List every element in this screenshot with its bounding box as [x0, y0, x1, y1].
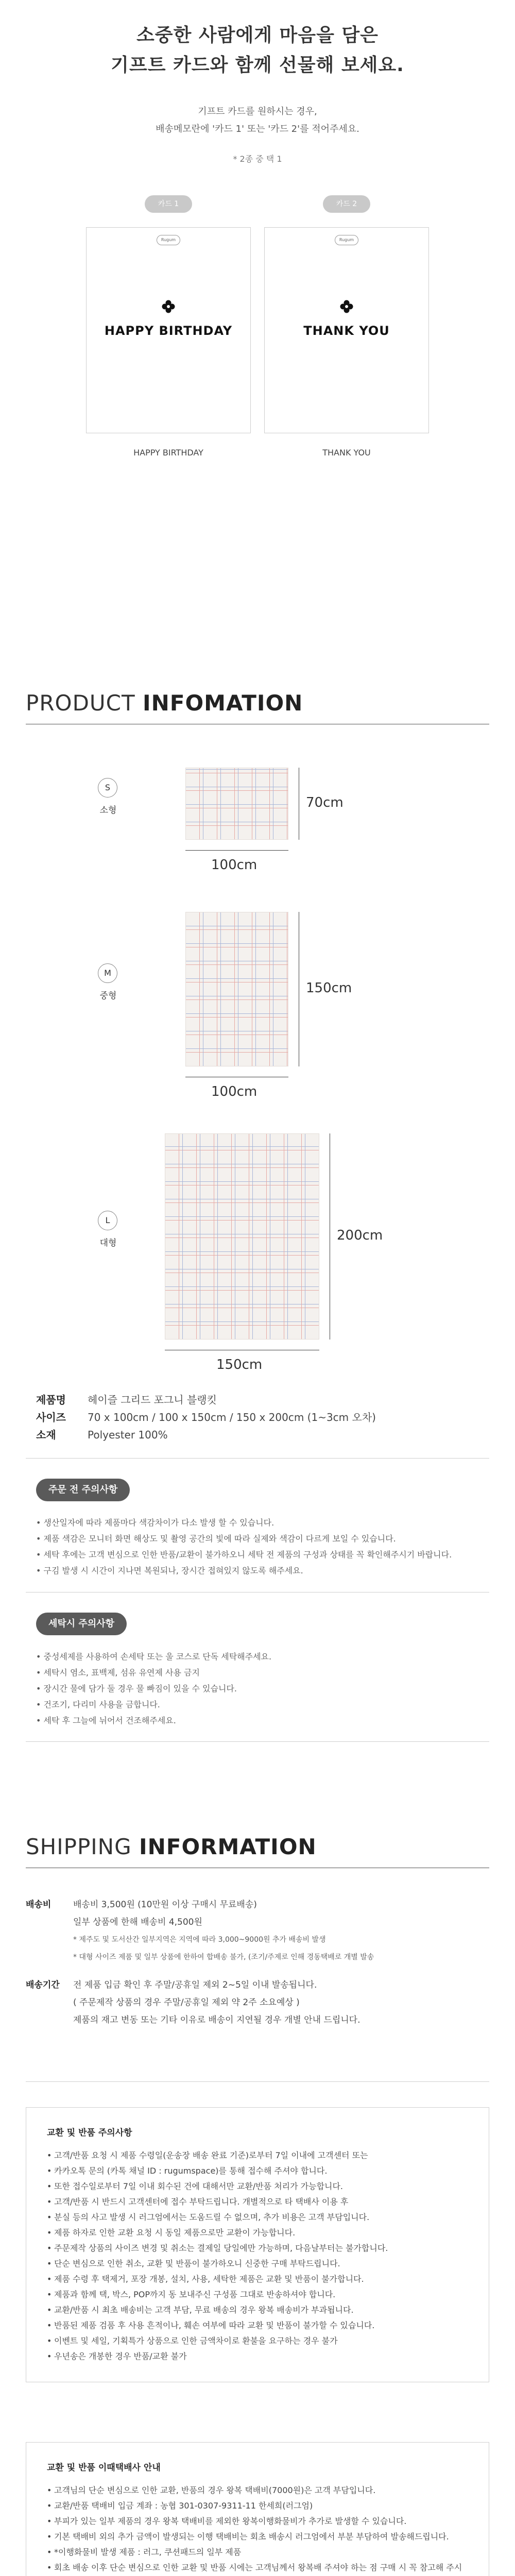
- return-title: 교환 및 반품 이때택배사 안내: [47, 2463, 161, 2473]
- gift-title-line1: 소중한 사람에게 마음을 담은: [136, 25, 379, 46]
- shipping-info-title: [26, 1834, 317, 1859]
- exchange-item: • 주문제작 상품의 사이즈 변경 및 취소는 결제일 당일에만 가능하며, 다음날부터는 불가합니다.: [47, 2241, 468, 2256]
- period-line: 제품의 재고 변동 또는 기타 이유로 배송이 지연될 경우 개별 안내 드립니다.: [73, 2015, 360, 2025]
- exchange-item: • 고객/반품 요청 시 제품 수령일(운송장 배송 완료 기준)로부터 7일 이내에 고객센터 또는: [47, 2148, 468, 2163]
- card-caption-2: THANK YOU: [322, 448, 371, 457]
- return-item: • 고객님의 단순 변심으로 인한 교환, 반품의 경우 왕복 택배비(7000원)은 고객 부담입니다.: [47, 2483, 468, 2498]
- period-line: ( 주문제작 상품의 경우 주말/공휴일 제외 약 2주 소요예상 ): [73, 1997, 300, 2008]
- gift-title-line2: 기프트 카드와 함께 선물해 보세요.: [111, 55, 404, 76]
- exchange-notice-box: [26, 2107, 489, 2382]
- caution-tag: 주문 전 주의사항: [36, 1479, 130, 1501]
- gift-card-1: [86, 195, 251, 457]
- spec-key: 소재: [36, 1429, 56, 1441]
- size-badge-m: M: [98, 963, 117, 983]
- caution-item: • 세탁 후에는 고객 변심으로 인한 반품/교환이 불가하오니 세탁 전 제품의 구성과 상태를 꼭 확인해주시기 바랍니다.: [36, 1550, 452, 1560]
- fee-label: 배송비: [26, 1900, 52, 1910]
- exchange-item: • 반품된 제품 검품 후 사용 흔적이나, 훼손 여부에 따라 교환 및 반품이 불가할 수 있습니다.: [47, 2318, 468, 2333]
- spec-row: [36, 1391, 479, 1409]
- rugum-logo: Rugum: [157, 235, 180, 245]
- return-delivery-box: [26, 2442, 489, 2576]
- period-line: 전 제품 입금 확인 후 주말/공휴일 제외 2~5일 이내 발송됩니다.: [73, 1980, 317, 1990]
- divider: [26, 1458, 489, 1459]
- exchange-item: • 카카오톡 문의 (카톡 채널 ID : rugumspace)를 통해 접수해 주셔야 합니다.: [47, 2163, 468, 2179]
- title-bold: INFORMATION: [139, 1834, 317, 1859]
- size-badge-l: L: [98, 1211, 117, 1230]
- flower-icon: [340, 300, 353, 313]
- card-tag-1: 카드 1: [145, 195, 192, 213]
- wash-tag: 세탁시 주의사항: [36, 1613, 127, 1635]
- spec-key: 사이즈: [36, 1411, 66, 1423]
- size-name-l: 대형: [99, 1238, 117, 1248]
- size-name-m: 중형: [99, 991, 117, 1001]
- title-bold: INFOMATION: [142, 690, 303, 716]
- card-text-1: HAPPY BIRTHDAY: [104, 324, 233, 338]
- card-preview-2: [264, 227, 429, 433]
- rug-medium-image: [185, 912, 288, 1066]
- dim-line: [185, 850, 288, 851]
- exchange-item: • 우년송은 개봉한 경우 반품/교환 불가: [47, 2349, 468, 2364]
- size-name-s: 소형: [99, 805, 117, 816]
- dim-height-l: 200cm: [337, 1228, 383, 1243]
- rug-small-image: [185, 768, 288, 840]
- title-light: SHIPPING: [26, 1834, 139, 1859]
- gift-lead-line2: 배송메모란에 '카드 1' 또는 '카드 2'를 적어주세요.: [156, 124, 359, 134]
- exchange-item: • 고객/반품 시 반드시 고객센터에 접수 부탁드립니다. 개별적으로 타 택배사 이용 후: [47, 2194, 468, 2210]
- exchange-item: • 제품과 함께 택, 박스, POP까지 동 보내주신 구성품 그대로 반송하셔야 합니다.: [47, 2287, 468, 2302]
- return-item: • 교환/반품 택배비 입금 계좌 : 농협 301-0307-9311-11 한세희(러그엄): [47, 2498, 468, 2514]
- fee-line: 배송비 3,500원 (10만원 이상 구매시 무료배송): [73, 1900, 257, 1910]
- card-preview-1: [86, 227, 251, 433]
- spec-table: [36, 1391, 479, 1444]
- size-badge-s: S: [98, 778, 117, 798]
- return-item: • *이행화물비 발생 제품 : 러그, 쿠션패드의 일부 제품: [47, 2545, 468, 2560]
- spec-key: 제품명: [36, 1394, 66, 1406]
- wash-item: • 중성세제를 사용하여 손세탁 또는 울 코스로 단독 세탁해주세요.: [36, 1652, 272, 1662]
- return-item: • 기본 택배비 외의 추가 금액이 발생되는 이행 택배비는 회초 배송시 러그엄에서 부분 부담하여 발송해드립니다.: [47, 2529, 468, 2545]
- caution-item: • 생산일자에 따라 제품마다 색감차이가 다소 발생 할 수 있습니다.: [36, 1518, 274, 1528]
- spec-value: Polyester 100%: [88, 1429, 168, 1441]
- card-tag-2: 카드 2: [323, 195, 370, 213]
- wash-item: • 세탁시 염소, 표백제, 섬유 유연제 사용 금지: [36, 1668, 200, 1677]
- exchange-item: • 제품 하자로 인한 교환 요청 시 동일 제품으로만 교환이 가능합니다.: [47, 2225, 468, 2241]
- spec-row: [36, 1409, 479, 1426]
- exchange-item: • 제품 수령 후 택제거, 포장 개봉, 설치, 사용, 세탁한 제품은 교환 및 반품이 불가합니다.: [47, 2272, 468, 2287]
- dim-width-m: 100cm: [211, 1084, 258, 1099]
- dim-width-l: 150cm: [216, 1357, 263, 1372]
- gift-card-options: [0, 195, 515, 457]
- dim-height-s: 70cm: [306, 795, 344, 810]
- dim-height-m: 150cm: [306, 980, 352, 996]
- return-item: • 부피가 있는 일부 제품의 경우 왕복 택배비를 제외한 왕복이행화물비가 추가로 발생할 수 있습니다.: [47, 2514, 468, 2529]
- fee-line: 일부 상품에 한해 배송비 4,500원: [73, 1917, 202, 1927]
- product-info-title: [26, 690, 303, 716]
- wash-list: [36, 1649, 479, 1728]
- spec-value: 헤이즐 그리드 포그니 블랭킷: [88, 1394, 217, 1406]
- exchange-item: • 분실 등의 사고 발생 시 러그엄에서는 도움드릴 수 없으며, 추가 비용은 고객 부담입니다.: [47, 2210, 468, 2225]
- flower-icon: [162, 300, 175, 313]
- fee-note: * 대형 사이즈 제품 및 일부 상품에 한하여 합배송 불가, (조기/주제로 인해 경동택배로 개별 발송: [73, 1953, 374, 1961]
- caution-item: • 구김 발생 시 시간이 지나면 복원되나, 장시간 접혀있지 않도록 해주세요.: [36, 1566, 303, 1575]
- exchange-item: • 또한 접수일로부터 7일 이내 회수된 건에 대해서만 교환/반품 처리가 가능합니다.: [47, 2179, 468, 2194]
- return-item: • 회초 배송 이후 단순 변심으로 인한 교환 및 반품 시에는 고객님께서 왕복배 주셔야 하는 점 구매 시 꼭 참고해 주시: [47, 2560, 468, 2576]
- spec-value: 70 x 100cm / 100 x 150cm / 150 x 200cm (1~3cm 오차): [88, 1411, 376, 1423]
- dim-width-s: 100cm: [211, 857, 258, 873]
- shipping-fee-block: [26, 1896, 489, 2029]
- divider: [26, 1741, 489, 1742]
- wash-item: • 세탁 후 그늘에 뉘어서 건조해주세요.: [36, 1716, 176, 1725]
- caution-list: [36, 1515, 479, 1579]
- gift-lead-line1: 기프트 카드를 원하시는 경우,: [198, 106, 317, 117]
- wash-item: • 건조기, 다리미 사용을 금합니다.: [36, 1700, 160, 1709]
- title-light: PRODUCT: [26, 690, 143, 716]
- exchange-item: • 교환/반품 시 최초 배송비는 고객 부담, 무료 배송의 경우 왕복 배송비가 부과됩니다.: [47, 2302, 468, 2318]
- divider: [26, 2081, 489, 2082]
- caution-item: • 제품 색감은 모니터 화면 해상도 및 촬영 공간의 빛에 따라 실제와 색감이 다르게 보일 수 있습니다.: [36, 1534, 396, 1544]
- gift-card-2: [264, 195, 429, 457]
- spec-row: [36, 1426, 479, 1444]
- fee-note: * 제주도 및 도서산간 일부지역은 지역에 따라 3,000~9000원 추가 배송비 발생: [73, 1936, 326, 1944]
- exchange-item: • 이벤트 및 세일, 기획특가 상품으로 인한 금액차이로 환불을 요구하는 경우 불가: [47, 2333, 468, 2349]
- exchange-item: • 단순 변심으로 인한 취소, 교환 및 반품이 불가하오니 신중한 구매 부탁드립니다.: [47, 2256, 468, 2272]
- wash-item: • 장시간 물에 담가 둘 경우 물 빠짐이 있을 수 있습니다.: [36, 1684, 237, 1693]
- period-label: 배송기간: [26, 1980, 60, 1990]
- rug-large-image: [165, 1133, 319, 1340]
- gift-choose-note: * 2종 중 택 1: [233, 154, 282, 164]
- rugum-logo: Rugum: [335, 235, 358, 245]
- card-caption-1: HAPPY BIRTHDAY: [133, 448, 203, 457]
- gift-card-section: [0, 0, 515, 457]
- card-text-2: THANK YOU: [303, 324, 390, 338]
- exchange-title: 교환 및 반품 주의사항: [47, 2128, 132, 2138]
